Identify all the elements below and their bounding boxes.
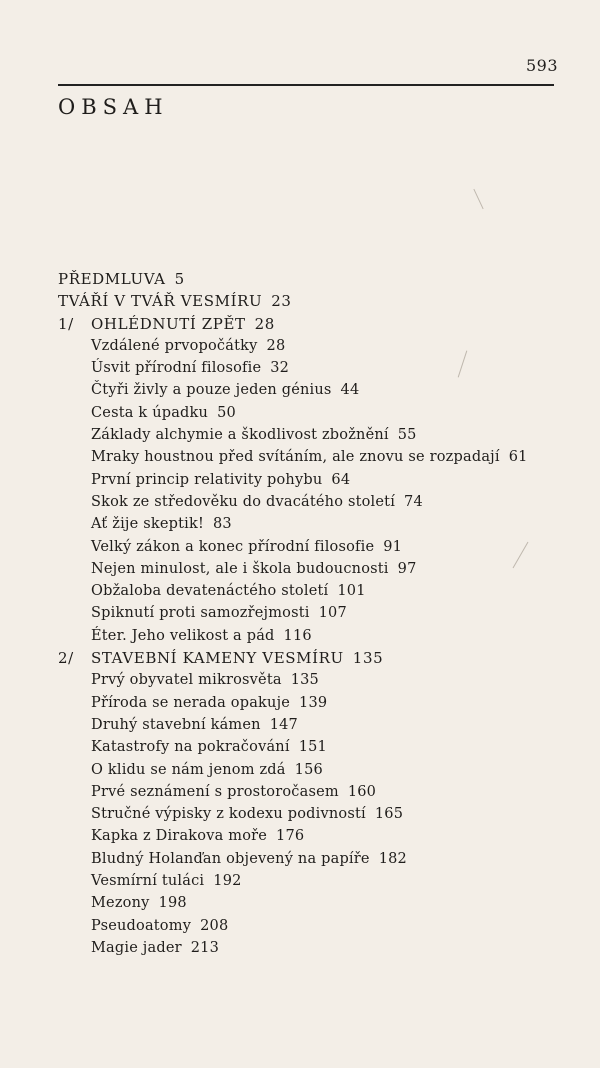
section-entry (58, 870, 558, 892)
toc-entry-face-to-face (58, 290, 558, 312)
section-page: 147 (269, 716, 298, 733)
section-entry (58, 937, 558, 959)
section-entry (58, 692, 558, 714)
section-entry (58, 580, 558, 602)
section-entry (58, 736, 558, 758)
section-title: Katastrofy na pokračování (91, 739, 290, 756)
section-page: 213 (190, 939, 220, 956)
section-entry (58, 714, 558, 736)
entry-title: TVÁŘÍ V TVÁŘ VESMÍRU (58, 292, 263, 311)
section-title: Mraky houstnou před svítáním, ale znovu se rozpadají (91, 449, 500, 466)
section-title: Obžaloba devatenáctého století (91, 583, 329, 600)
section-title: Pseudoatomy (91, 917, 192, 934)
section-entry (58, 558, 558, 580)
section-title: Stručné výpisky z kodexu podivností (91, 806, 366, 823)
show-through-mark (473, 189, 483, 209)
section-page: 61 (508, 449, 528, 466)
section-title: Úsvit přírodní filosofie (91, 360, 262, 377)
chapter-list (58, 313, 558, 960)
section-page: 151 (298, 739, 327, 756)
section-entry (58, 669, 558, 691)
section-entry (58, 379, 558, 401)
section-page: 208 (200, 917, 229, 934)
section-title: Kapka z Dirakova moře (91, 828, 268, 845)
section-entry (58, 781, 558, 803)
toc-entry-preface (58, 268, 558, 290)
section-page: 28 (266, 337, 286, 354)
section-title: Druhý stavební kámen (91, 716, 261, 733)
section-entry (58, 357, 558, 379)
section-entry (58, 424, 558, 446)
section-page: 107 (318, 605, 347, 622)
header-rule (58, 84, 554, 86)
section-page: 198 (158, 895, 187, 912)
section-entry (58, 848, 558, 870)
section-entry (58, 491, 558, 513)
section-entry (58, 536, 558, 558)
section-title: Prvé seznámení s prostoročasem (91, 783, 339, 800)
section-title: Éter. Jeho velikost a pád (91, 627, 275, 644)
section-title: Ať žije skeptik! (91, 516, 204, 533)
section-page: 165 (374, 806, 404, 823)
section-page: 32 (270, 360, 290, 377)
section-title: Mezony (91, 895, 150, 912)
entry-title: PŘEDMLUVA (58, 270, 166, 288)
chapter-title: OHLÉDNUTÍ ZPĚT (91, 314, 246, 333)
section-title: Cesta k úpadku (91, 404, 209, 421)
section-page: 97 (397, 560, 417, 577)
chapter-number: 2/ (58, 649, 74, 668)
page-number: 593 (526, 56, 559, 75)
section-title: První princip relativity pohybu (91, 471, 323, 488)
section-page: 139 (299, 694, 328, 711)
section-title: Bludný Holanďan objevený na papíře (91, 850, 370, 867)
section-title: Skok ze středověku do dvacátého století (91, 493, 396, 510)
section-entry (58, 335, 558, 357)
section-page: 160 (347, 783, 377, 800)
section-page: 176 (276, 828, 305, 845)
chapter-heading (58, 647, 558, 669)
section-entry (58, 469, 558, 491)
chapter-title: STAVEBNÍ KAMENY VESMÍRU (91, 649, 344, 668)
chapter-page: 28 (254, 314, 275, 333)
section-page: 135 (290, 672, 319, 689)
section-title: Základy alchymie a škodlivost zbožnění (91, 427, 389, 444)
section-title: Vzdálené prvopočátky (91, 337, 258, 354)
section-title: Magie jader (91, 939, 182, 956)
chapter-heading (58, 313, 558, 335)
section-page: 182 (378, 850, 407, 867)
table-of-contents (58, 268, 558, 959)
section-page: 91 (383, 538, 403, 555)
section-title: Příroda se nerada opakuje (91, 694, 291, 711)
section-entry (58, 759, 558, 781)
section-page: 156 (294, 761, 323, 778)
section-title: Spiknutí proti samozřejmosti (91, 605, 310, 622)
section-page: 116 (283, 627, 312, 644)
contents-heading: OBSAH (58, 95, 169, 119)
section-page: 192 (213, 873, 242, 890)
section-entry (58, 513, 558, 535)
section-page: 83 (212, 516, 232, 533)
section-entry (58, 825, 558, 847)
section-title: Velký zákon a konec přírodní filosofie (91, 538, 375, 555)
section-page: 55 (397, 427, 417, 444)
section-entry (58, 625, 558, 647)
section-page: 74 (404, 493, 423, 510)
section-title: Nejen minulost, ale i škola budoucnosti (91, 560, 389, 577)
entry-page: 5 (174, 270, 185, 288)
section-page: 101 (337, 583, 366, 600)
chapter-page: 135 (352, 649, 384, 668)
section-entry (58, 915, 558, 937)
section-entry (58, 402, 558, 424)
section-page: 64 (331, 471, 351, 488)
section-page: 44 (340, 382, 360, 399)
section-entry (58, 446, 558, 468)
section-title: Čtyři živly a pouze jeden génius (91, 382, 332, 399)
chapter-number: 1/ (58, 314, 74, 333)
section-entry (58, 602, 558, 624)
section-entry (58, 803, 558, 825)
section-title: O klidu se nám jenom zdá (91, 761, 286, 778)
section-title: Prvý obyvatel mikrosvěta (91, 672, 282, 689)
section-entry (58, 892, 558, 914)
section-title: Vesmírní tuláci (91, 873, 205, 890)
section-page: 50 (217, 404, 236, 421)
entry-page: 23 (271, 292, 292, 311)
